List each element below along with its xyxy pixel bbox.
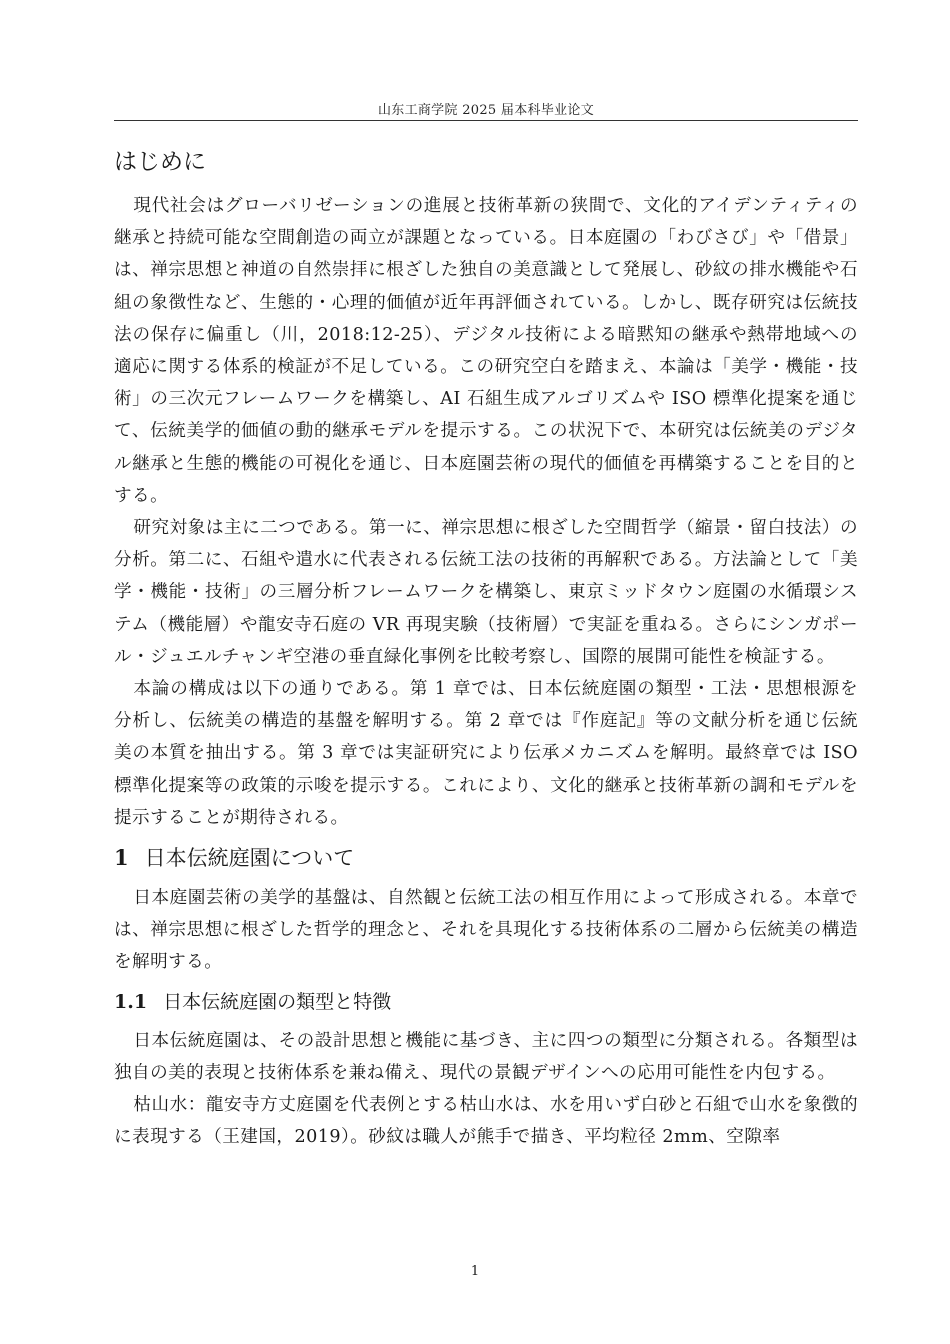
header-rule [114, 120, 858, 121]
intro-paragraph-1: 現代社会はグローバリゼーションの進展と技術革新の狭間で、文化的アイデンティティの継承と持続可能な空間創造の両立が課題となっている。日本庭園の「わびさび」や「借景」は、禅宗思想と神道の自然崇拝に根ざした独自の美意識として発展し、砂紋の排水機能や石組の象徴性など、生態的・心理的価値が近年再評価されている。しかし、既存研究は伝統技法の保存に偏重し（川，2018:12-25）、デジタル技術による暗黙知の継承や熱帯地域への適応に関する体系的検証が不足している。この研究空白を踏まえ、本論は「美学・機能・技術」の三次元フレームワークを構築し、AI 石組生成アルゴリズムや ISO 標準化提案を通じて、伝統美学的価値の動的継承モデルを提示する。この状況下で、本研究は伝統美のデジタル継承と生態的機能の可視化を通じ、日本庭園芸術の現代的価値を再構築することを目的とする。 [114, 196, 858, 506]
intro-heading: はじめに [114, 149, 206, 175]
chapter-1-paragraph-1: 日本庭園芸術の美学的基盤は、自然観と伝統工法の相互作用によって形成される。本章では、禅宗思想に根ざした哲学的理念と、それを具現化する技術体系の二層から伝統美の構造を解明する。 [114, 888, 858, 973]
chapter-1-number: 1 [114, 845, 129, 871]
intro-paragraph-3: 本論の構成は以下の通りである。第 1 章では、日本伝統庭園の類型・工法・思想根源を分析し、伝統美の構造的基盤を解明する。第 2 章では『作庭記』等の文献分析を通じ伝統美の本質を抽出する。第 3 章では実証研究により伝承メカニズムを解明。最終章では ISO 標準化提案等の政策的示唆を提示する。これにより、文化的継承と技術革新の調和モデルを提示することが期待される。 [114, 679, 858, 828]
running-header: 山东工商学院 2025 届本科毕业论文 [377, 103, 595, 118]
chapter-1-title: 日本伝統庭園について [144, 846, 355, 871]
section-1-1-paragraph-1: 日本伝統庭園は、その設計思想と機能に基づき、主に四つの類型に分類される。各類型は独自の美的表現と技術体系を兼ね備え、現代の景観デザインへの応用可能性を内包する。 [114, 1030, 858, 1083]
section-1-1-number: 1.1 [114, 990, 148, 1013]
chapter-1-heading [114, 838, 858, 878]
intro-paragraph-2: 研究対象は主に二つである。第一に、禅宗思想に根ざした空間哲学（縮景・留白技法）の分析。第二に、石組や遣水に代表される伝統工法の技術的再解釈である。方法論として「美学・機能・技術」の三層分析フレームワークを構築し、東京ミッドタウン庭園の水循環システム（機能層）や龍安寺石庭の VR 再現実験（技術層）で実証を重ねる。さらにシンガポール・ジュエルチャンギ空港の垂直緑化事例を比較考察し、国際的展開可能性を検証する。 [114, 518, 858, 667]
page-number: 1 [470, 1264, 480, 1279]
section-1-1-heading [114, 983, 858, 1021]
page-content [114, 142, 858, 1153]
section-1-1-paragraph-2: 枯山水：龍安寺方丈庭園を代表例とする枯山水は、水を用いず白砂と石組で山水を象徴的に表現する（王建国，2019）。砂紋は職人が熊手で描き、平均粒径 2mm、空隙率 [114, 1095, 858, 1148]
section-1-1-title: 日本伝統庭園の類型と特徴 [163, 990, 392, 1013]
